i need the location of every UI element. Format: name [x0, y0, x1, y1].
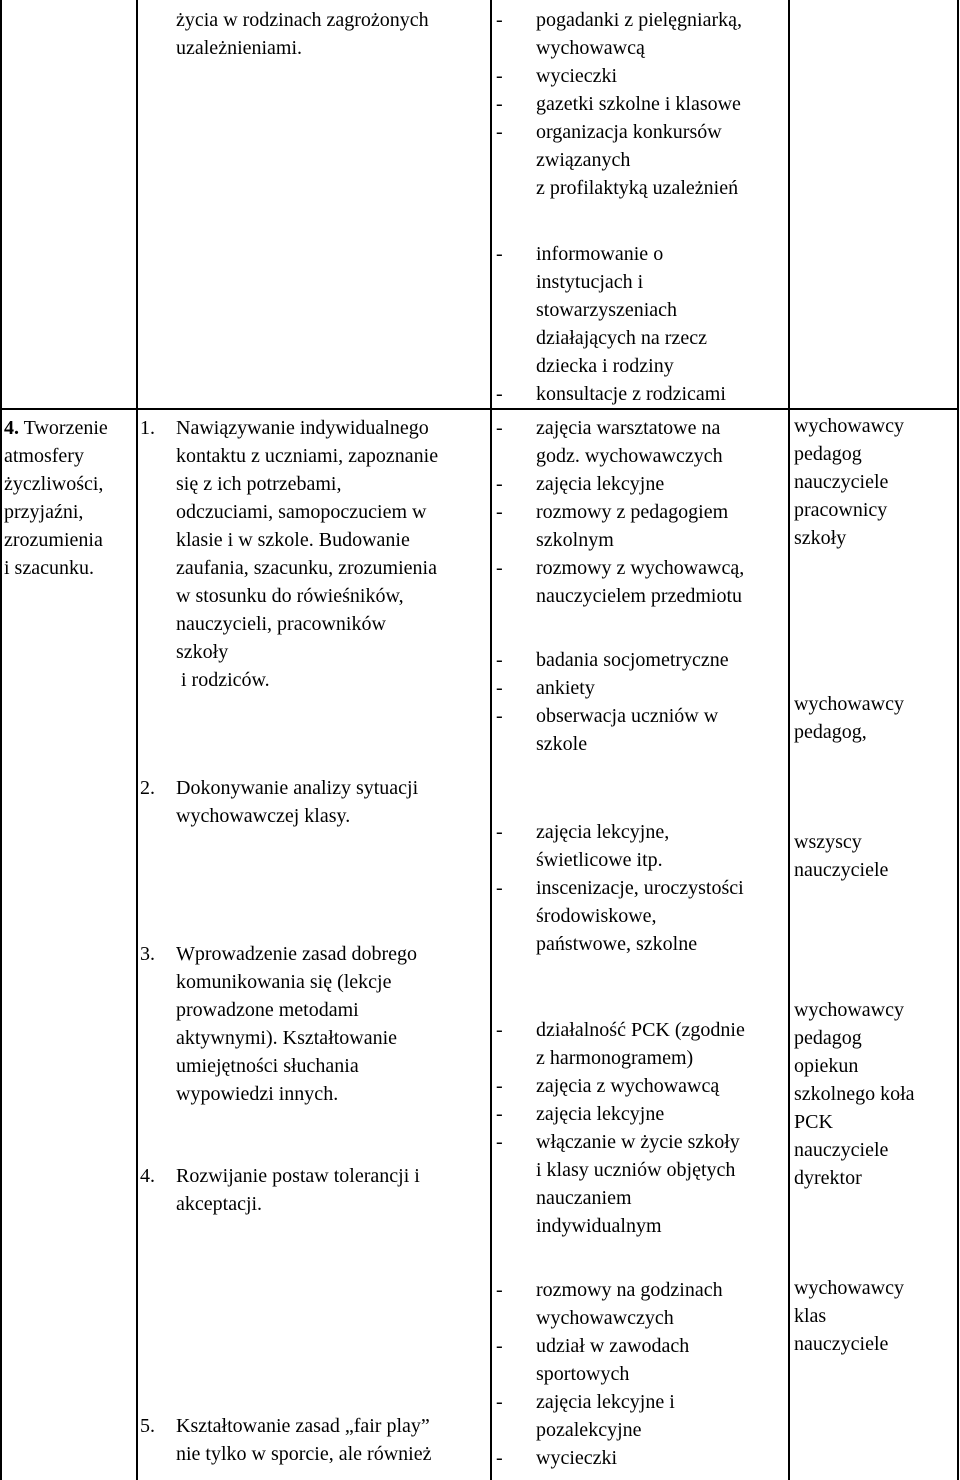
task-line: Nawiązywanie indywidualnego: [176, 417, 429, 439]
table-border-right: [957, 0, 959, 1480]
forms-group-1: [496, 414, 744, 610]
task-line: nauczycieli, pracowników: [176, 613, 386, 635]
row-divider: [0, 408, 958, 410]
bullet-line: stowarzyszeniach: [536, 299, 678, 321]
area-line: zrozumienia: [4, 529, 103, 551]
responsible-2: [794, 690, 904, 746]
bullet-dash: -: [496, 65, 503, 87]
bullet-item: [496, 874, 744, 958]
task-line: się z ich potrzebami,: [176, 473, 342, 495]
task-line: prowadzone metodami: [176, 999, 359, 1021]
text-line: dyrektor: [794, 1167, 862, 1189]
bullet-item: [496, 470, 744, 498]
bullet-item: [496, 1016, 745, 1072]
bullet-line: udział w zawodach: [536, 1335, 690, 1357]
text-line: pedagog: [794, 1027, 862, 1049]
text-line: wszyscy: [794, 831, 862, 853]
bullet-line: działających na rzecz: [536, 327, 707, 349]
bullet-item: [496, 646, 729, 674]
text-line: szkoły: [794, 527, 847, 549]
prev-goal-text: [176, 6, 429, 62]
bullet-item: [496, 1072, 745, 1100]
bullet-item: [496, 1276, 723, 1332]
task-line: zaufania, szacunku, zrozumienia: [176, 557, 437, 579]
bullet-line: indywidualnym: [536, 1215, 662, 1237]
bullet-line: wychowawcą: [536, 37, 645, 59]
bullet-dash: -: [496, 877, 503, 899]
bullet-item: [496, 240, 726, 380]
text-line: pracownicy: [794, 499, 888, 521]
bullet-line: wycieczki: [536, 1447, 618, 1469]
task-line: wypowiedzi innych.: [176, 1083, 339, 1105]
task-2: [140, 774, 418, 830]
bullet-line: wychowawczych: [536, 1307, 674, 1329]
table-border-left: [0, 0, 2, 1480]
task-line: odczuciami, samopoczuciem w: [176, 501, 427, 523]
bullet-item: [496, 90, 742, 118]
text-line: wychowawcy: [794, 415, 904, 437]
prev-forms-list-b: [496, 240, 726, 408]
bullet-line: gazetki szkolne i klasowe: [536, 93, 741, 115]
task-line: kontaktu z uczniami, zapoznanie: [176, 445, 439, 467]
bullet-item: [496, 414, 744, 470]
bullet-line: związanych: [536, 149, 631, 171]
bullet-line: konsultacje z rodzicami: [536, 383, 726, 405]
forms-group-3: [496, 818, 744, 958]
prev-forms-list-a: [496, 6, 742, 202]
area-number: 4.: [4, 417, 19, 439]
task-number: 3.: [140, 943, 155, 965]
task-number: 1.: [140, 417, 155, 439]
bullet-item: [496, 1128, 745, 1240]
bullet-dash: -: [496, 705, 503, 727]
text-line: życia w rodzinach zagrożonych: [176, 9, 429, 31]
bullet-line: i klasy uczniów objętych: [536, 1159, 736, 1181]
task-number: 4.: [140, 1165, 155, 1187]
text-line: nauczyciele: [794, 471, 889, 493]
bullet-dash: -: [496, 417, 503, 439]
task-line: w stosunku do rówieśników,: [176, 585, 404, 607]
text-line: wychowawcy: [794, 693, 904, 715]
bullet-dash: -: [496, 383, 503, 405]
bullet-line: rozmowy z pedagogiem: [536, 501, 729, 523]
bullet-line: świetlicowe itp.: [536, 849, 663, 871]
text-line: uzależnieniami.: [176, 37, 303, 59]
bullet-line: państwowe, szkolne: [536, 933, 698, 955]
bullet-line: rozmowy na godzinach: [536, 1279, 723, 1301]
bullet-dash: -: [496, 9, 503, 31]
bullet-dash: -: [496, 121, 503, 143]
task-line: aktywnymi). Kształtowanie: [176, 1027, 398, 1049]
bullet-dash: -: [496, 677, 503, 699]
bullet-dash: -: [496, 1335, 503, 1357]
bullet-dash: -: [496, 1447, 503, 1469]
bullet-dash: -: [496, 1103, 503, 1125]
text-line: opiekun: [794, 1055, 859, 1077]
bullet-item: [496, 1332, 723, 1388]
bullet-line: badania socjometryczne: [536, 649, 729, 671]
bullet-item: [496, 554, 744, 610]
task-line: wychowawczej klasy.: [176, 805, 351, 827]
bullet-item: [496, 1100, 745, 1128]
bullet-item: [496, 1444, 723, 1472]
text-line: pedagog: [794, 443, 862, 465]
text-line: klas: [794, 1305, 827, 1327]
task-line: i rodziców.: [176, 669, 270, 691]
bullet-line: z harmonogramem): [536, 1047, 694, 1069]
bullet-dash: -: [496, 557, 503, 579]
bullet-dash: -: [496, 243, 503, 265]
bullet-item: [496, 1388, 723, 1444]
table-border-col3: [788, 0, 790, 1480]
area-cell: [4, 414, 108, 582]
area-line: atmosfery: [4, 445, 84, 467]
bullet-line: nauczaniem: [536, 1187, 632, 1209]
text-line: wychowawcy: [794, 999, 904, 1021]
task-line: Wprowadzenie zasad dobrego: [176, 943, 417, 965]
text-line: pedagog,: [794, 721, 867, 743]
task-line: nie tylko w sporcie, ale również: [176, 1443, 432, 1465]
bullet-line: zajęcia lekcyjne i: [536, 1391, 675, 1413]
forms-group-5: [496, 1276, 723, 1472]
bullet-dash: -: [496, 649, 503, 671]
area-line: i szacunku.: [4, 557, 94, 579]
bullet-line: z profilaktyką uzależnień: [536, 177, 739, 199]
task-line: klasie i w szkole. Budowanie: [176, 529, 410, 551]
bullet-line: zajęcia lekcyjne: [536, 473, 665, 495]
text-line: nauczyciele: [794, 1333, 889, 1355]
bullet-line: zajęcia lekcyjne: [536, 1103, 665, 1125]
bullet-line: dziecka i rodziny: [536, 355, 674, 377]
bullet-line: pozalekcyjne: [536, 1419, 642, 1441]
bullet-line: ankiety: [536, 677, 595, 699]
bullet-line: szkole: [536, 733, 588, 755]
text-line: PCK: [794, 1111, 833, 1133]
text-line: wychowawcy: [794, 1277, 904, 1299]
responsible-4: [794, 996, 915, 1192]
text-line: szkolnego koła: [794, 1083, 915, 1105]
task-1: [140, 414, 438, 694]
bullet-line: wycieczki: [536, 65, 618, 87]
bullet-line: obserwacja uczniów w: [536, 705, 719, 727]
bullet-line: informowanie o: [536, 243, 664, 265]
area-line: przyjaźni,: [4, 501, 84, 523]
task-line: Kształtowanie zasad „fair play”: [176, 1415, 430, 1437]
bullet-dash: -: [496, 473, 503, 495]
task-line: szkoły: [176, 641, 229, 663]
bullet-dash: -: [496, 821, 503, 843]
responsible-3: [794, 828, 888, 884]
forms-group-4: [496, 1016, 745, 1240]
bullet-item: [496, 818, 744, 874]
bullet-line: godz. wychowawczych: [536, 445, 723, 467]
area-title-line: [4, 414, 108, 442]
bullet-item: [496, 6, 742, 62]
bullet-item: [496, 380, 726, 408]
bullet-line: zajęcia lekcyjne,: [536, 821, 670, 843]
bullet-dash: -: [496, 501, 503, 523]
bullet-dash: -: [496, 1019, 503, 1041]
bullet-dash: -: [496, 1131, 503, 1153]
bullet-line: działalność PCK (zgodnie: [536, 1019, 745, 1041]
bullet-line: zajęcia warsztatowe na: [536, 417, 721, 439]
task-line: komunikowania się (lekcje: [176, 971, 392, 993]
table-border-col2: [490, 0, 492, 1480]
responsible-5: [794, 1274, 904, 1358]
bullet-item: [496, 702, 729, 758]
bullet-line: instytucjach i: [536, 271, 644, 293]
bullet-item: [496, 118, 742, 202]
bullet-line: rozmowy z wychowawcą,: [536, 557, 745, 579]
bullet-line: sportowych: [536, 1363, 630, 1385]
bullet-line: zajęcia z wychowawcą: [536, 1075, 720, 1097]
task-5: [140, 1412, 431, 1468]
task-number: 5.: [140, 1415, 155, 1437]
task-line: Dokonywanie analizy sytuacji: [176, 777, 419, 799]
task-4: [140, 1162, 420, 1218]
area-line: życzliwości,: [4, 473, 104, 495]
bullet-item: [496, 62, 742, 90]
bullet-line: pogadanki z pielęgniarką,: [536, 9, 743, 31]
bullet-line: organizacja konkursów: [536, 121, 722, 143]
bullet-line: środowiskowe,: [536, 905, 657, 927]
bullet-line: szkolnym: [536, 529, 614, 551]
task-3: [140, 940, 417, 1108]
bullet-dash: -: [496, 93, 503, 115]
bullet-line: włączanie w życie szkoły: [536, 1131, 740, 1153]
area-first-word: Tworzenie: [23, 417, 108, 439]
task-line: akceptacji.: [176, 1193, 263, 1215]
task-number: 2.: [140, 777, 155, 799]
bullet-dash: -: [496, 1075, 503, 1097]
text-line: nauczyciele: [794, 1139, 889, 1161]
text-line: nauczyciele: [794, 859, 889, 881]
task-line: umiejętności słuchania: [176, 1055, 359, 1077]
bullet-item: [496, 674, 729, 702]
forms-group-2: [496, 646, 729, 758]
task-line: Rozwijanie postaw tolerancji i: [176, 1165, 420, 1187]
bullet-line: inscenizacje, uroczystości: [536, 877, 744, 899]
bullet-dash: -: [496, 1279, 503, 1301]
bullet-dash: -: [496, 1391, 503, 1413]
bullet-line: nauczycielem przedmiotu: [536, 585, 743, 607]
responsible-1: [794, 412, 904, 552]
bullet-item: [496, 498, 744, 554]
table-border-col1: [136, 0, 138, 1480]
